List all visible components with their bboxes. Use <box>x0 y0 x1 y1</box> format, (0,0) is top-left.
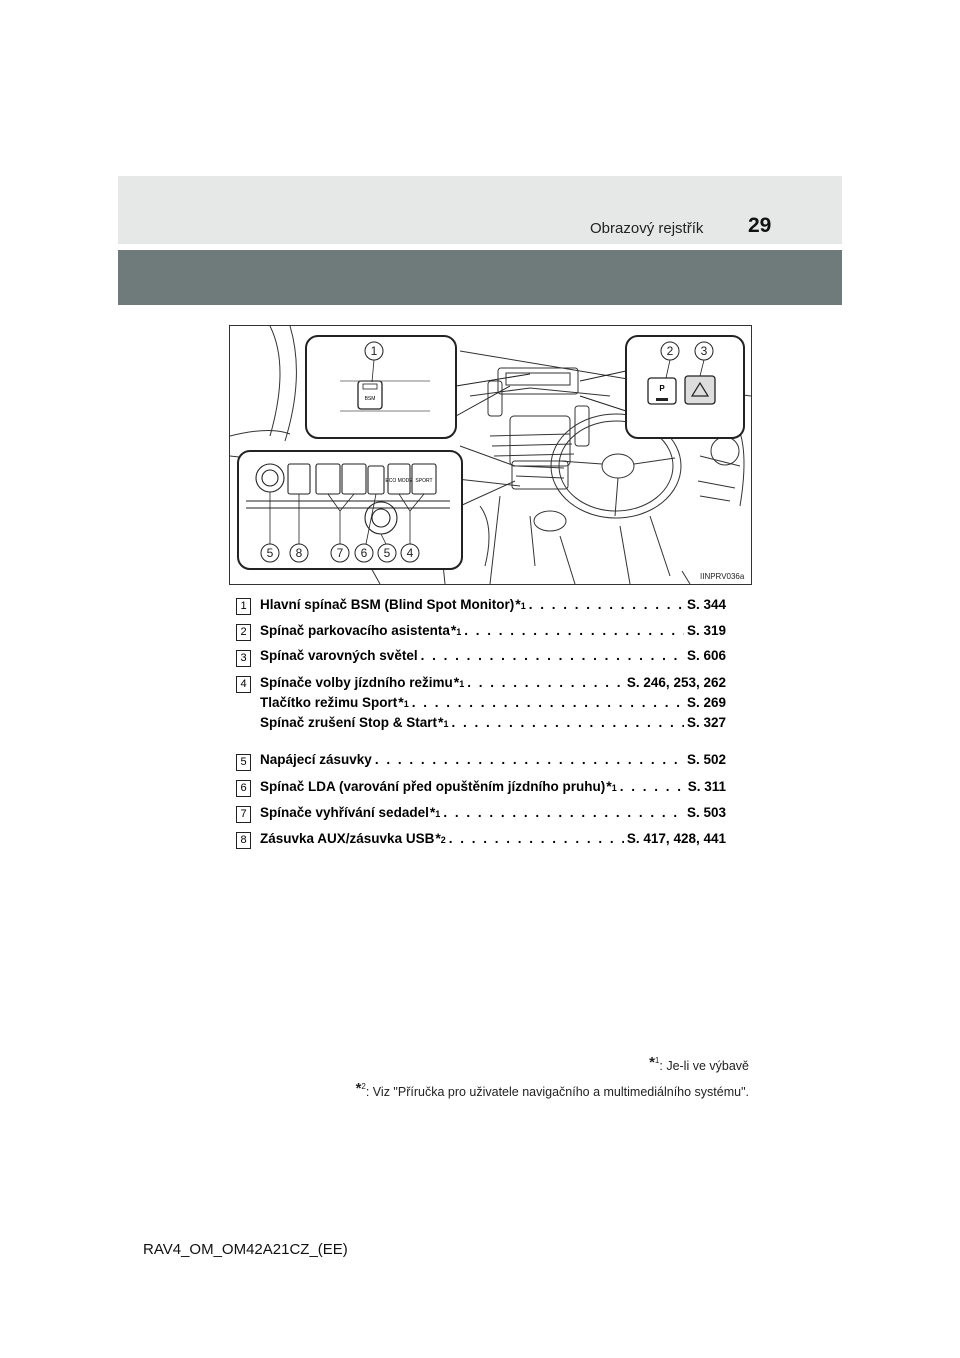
item-label: Spínač parkovacího asistenta <box>260 623 450 638</box>
list-item <box>236 648 726 674</box>
item-page: S. 311 <box>687 779 726 794</box>
item-page: S. 502 <box>686 752 726 767</box>
item-note: 2 <box>440 835 446 845</box>
item-note: 1 <box>459 679 465 689</box>
svg-text:P: P <box>659 384 665 393</box>
item-number: 7 <box>236 806 251 823</box>
item-label: Hlavní spínač BSM (Blind Spot Monitor) <box>260 597 515 612</box>
item-page: S. 327 <box>686 715 726 730</box>
item-label: Spínače vyhřívání sedadel <box>260 805 429 820</box>
figure-code: IINPRV036a <box>700 572 745 581</box>
item-page: S. 269 <box>686 695 726 710</box>
list-item: 4 Spínače volby jízdního režimu *1 . . . S. 246, 253, 262 Tlačítko režimu Sport *1 . . . S. 269 Spínač zrušení Stop & Start *1 . . . S. 327 <box>236 674 726 752</box>
item-label: Spínače volby jízdního režimu <box>260 675 453 690</box>
item-number: 3 <box>236 650 251 667</box>
item-note: 1 <box>611 783 617 793</box>
dashboard-illustration <box>229 325 752 585</box>
section-title: Obrazový rejstřík <box>590 220 704 237</box>
footnote-2: *$^2$: Viz "Příručka pro uživatele navigačního a multimediálního systému". <box>355 1080 749 1099</box>
page-number: 29 <box>748 214 772 237</box>
callout-2: 2 <box>666 344 674 358</box>
list-item: 7 Spínače vyhřívání sedadel *1 . . . S. 503 <box>236 804 726 830</box>
item-page: S. 503 <box>686 805 726 820</box>
item-page: S. 319 <box>686 623 726 638</box>
item-label: Tlačítko režimu Sport <box>260 695 398 710</box>
item-list <box>236 596 726 856</box>
item-number: 1 <box>236 598 251 615</box>
item-label: Spínač zrušení Stop & Start <box>260 715 438 730</box>
footnote-text: : Je-li ve výbavě <box>659 1059 749 1073</box>
footnote-text: : Viz "Příručka pro uživatele navigačního a multimediálního systému". <box>365 1085 749 1099</box>
callout-5b: 5 <box>383 546 391 560</box>
item-note: 1 <box>403 699 409 709</box>
callout-8: 8 <box>295 546 303 560</box>
footnote-mark: 2 <box>361 1082 366 1091</box>
list-item <box>236 752 726 778</box>
callout-6: 6 <box>360 546 368 560</box>
header-band <box>118 176 842 244</box>
item-page: S. 344 <box>686 597 726 612</box>
item-note: 1 <box>443 719 449 729</box>
callout-4: 4 <box>406 546 414 560</box>
callout-3: 3 <box>700 344 708 358</box>
item-number: 6 <box>236 780 251 797</box>
list-item: 8 Zásuvka AUX/zásuvka USB *2 . . . S. 417, 428, 441 <box>236 830 726 856</box>
item-label: Spínač varovných světel <box>260 648 418 663</box>
svg-text:BSM: BSM <box>364 396 376 402</box>
item-label: Napájecí zásuvky <box>260 752 372 767</box>
footnote-mark: 1 <box>654 1056 660 1065</box>
item-page: S. 417, 428, 441 <box>626 831 726 846</box>
list-item: 1 Hlavní spínač BSM (Blind Spot Monitor) *1 . . . S. 344 <box>236 596 726 622</box>
item-note: 1 <box>456 627 462 637</box>
item-page: S. 246, 253, 262 <box>626 675 726 690</box>
item-number: 5 <box>236 754 251 771</box>
item-label: Zásuvka AUX/zásuvka USB <box>260 831 435 846</box>
item-page: S. 606 <box>686 648 726 663</box>
header-bar <box>118 250 842 305</box>
footnote-1: *$^1$: Je-li ve výbavě <box>649 1054 749 1073</box>
item-note: 1 <box>520 601 526 611</box>
callout-1: 1 <box>370 344 378 358</box>
eco-switch-label: ECO MODE <box>385 478 413 484</box>
list-item: 6 Spínač LDA (varování před opuštěním jízdního pruhu) *1 . . . S. 311 <box>236 778 726 804</box>
item-note: 1 <box>435 809 441 819</box>
item-number: 4 <box>236 676 251 693</box>
item-label: Spínač LDA (varování před opuštěním jízdního pruhu) <box>260 779 606 794</box>
callout-5a: 5 <box>266 546 274 560</box>
item-number: 2 <box>236 624 251 641</box>
list-item: 2 Spínač parkovacího asistenta *1 . . . S. 319 <box>236 622 726 648</box>
item-number: 8 <box>236 832 251 849</box>
sport-switch-label: SPORT <box>415 478 433 484</box>
callout-7: 7 <box>336 546 344 560</box>
document-code: RAV4_OM_OM42A21CZ_(EE) <box>143 1241 348 1258</box>
